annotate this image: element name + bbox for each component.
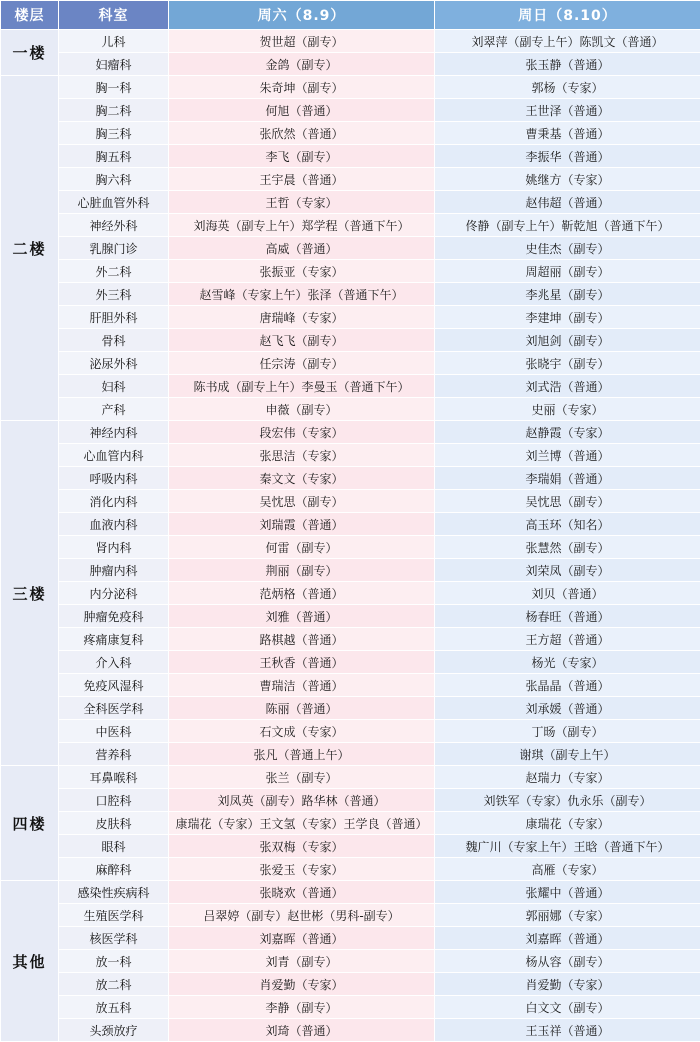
saturday-doctor-cell: 刘琦（普通） <box>169 1019 435 1042</box>
table-row <box>1 513 700 536</box>
table-row <box>1 444 700 467</box>
sunday-doctor-cell: 刘荣凤（副专） <box>435 559 700 582</box>
saturday-doctor-cell: 何雷（副专） <box>169 536 435 559</box>
sunday-doctor-cell: 周超丽（副专） <box>435 260 700 283</box>
sunday-doctor-cell: 史佳杰（副专） <box>435 237 700 260</box>
sunday-doctor-cell: 刘承媛（普通） <box>435 697 700 720</box>
sunday-doctor-cell: 杨从容（副专） <box>435 950 700 973</box>
department-cell: 肾内科 <box>59 536 169 559</box>
department-cell: 放五科 <box>59 996 169 1019</box>
table-row <box>1 973 700 996</box>
table-row <box>1 99 700 122</box>
department-cell: 血液内科 <box>59 513 169 536</box>
saturday-doctor-cell: 赵雪峰（专家上午）张泽（普通下午） <box>169 283 435 306</box>
saturday-doctor-cell: 王宇晨（普通） <box>169 168 435 191</box>
department-cell: 产科 <box>59 398 169 421</box>
sunday-doctor-cell: 杨光（专家） <box>435 651 700 674</box>
table-row <box>1 950 700 973</box>
table-row <box>1 191 700 214</box>
table-row <box>1 260 700 283</box>
department-cell: 妇科 <box>59 375 169 398</box>
saturday-doctor-cell: 刘嘉晖（普通） <box>169 927 435 950</box>
sunday-doctor-cell: 佟静（副专上午）靳乾旭（普通下午） <box>435 214 700 237</box>
table-row <box>1 283 700 306</box>
sunday-doctor-cell: 王玉祥（普通） <box>435 1019 700 1042</box>
sunday-doctor-cell: 史丽（专家） <box>435 398 700 421</box>
department-cell: 消化内科 <box>59 490 169 513</box>
saturday-doctor-cell: 张思洁（专家） <box>169 444 435 467</box>
table-row <box>1 605 700 628</box>
sunday-doctor-cell: 郭杨（专家） <box>435 76 700 99</box>
saturday-doctor-cell: 吕翠婷（副专）赵世彬（男科-副专） <box>169 904 435 927</box>
saturday-doctor-cell: 段宏伟（专家） <box>169 421 435 444</box>
department-cell: 胸三科 <box>59 122 169 145</box>
saturday-doctor-cell: 任宗涛（副专） <box>169 352 435 375</box>
saturday-doctor-cell: 赵飞飞（副专） <box>169 329 435 352</box>
table-row <box>1 375 700 398</box>
table-row <box>1 697 700 720</box>
department-cell: 肝胆外科 <box>59 306 169 329</box>
sunday-doctor-cell: 丁旸（副专） <box>435 720 700 743</box>
sunday-doctor-cell: 刘铁军（专家）仇永乐（副专） <box>435 789 700 812</box>
table-row <box>1 927 700 950</box>
department-cell: 胸一科 <box>59 76 169 99</box>
table-row <box>1 30 700 53</box>
department-cell: 乳腺门诊 <box>59 237 169 260</box>
saturday-doctor-cell: 张兰（副专） <box>169 766 435 789</box>
table-row <box>1 720 700 743</box>
table-row <box>1 306 700 329</box>
saturday-doctor-cell: 陈书成（副专上午）李曼玉（普通下午） <box>169 375 435 398</box>
sunday-doctor-cell: 张晓宇（副专） <box>435 352 700 375</box>
saturday-doctor-cell: 何旭（普通） <box>169 99 435 122</box>
column-header-sunday: 周日（8.10） <box>435 1 700 30</box>
sunday-doctor-cell: 姚继方（专家） <box>435 168 700 191</box>
sunday-doctor-cell: 郭丽娜（专家） <box>435 904 700 927</box>
department-cell: 生殖医学科 <box>59 904 169 927</box>
department-cell: 放一科 <box>59 950 169 973</box>
department-cell: 免疫风湿科 <box>59 674 169 697</box>
saturday-doctor-cell: 张欣然（普通） <box>169 122 435 145</box>
department-cell: 胸二科 <box>59 99 169 122</box>
table-row <box>1 168 700 191</box>
department-cell: 肿瘤内科 <box>59 559 169 582</box>
table-row <box>1 743 700 766</box>
department-cell: 眼科 <box>59 835 169 858</box>
sunday-doctor-cell: 刘贝（普通） <box>435 582 700 605</box>
department-cell: 头颈放疗 <box>59 1019 169 1042</box>
table-row <box>1 490 700 513</box>
table-row <box>1 904 700 927</box>
saturday-doctor-cell: 陈丽（普通） <box>169 697 435 720</box>
table-row <box>1 881 700 904</box>
sunday-doctor-cell: 张耀中（普通） <box>435 881 700 904</box>
table-row <box>1 766 700 789</box>
saturday-doctor-cell: 荆丽（副专） <box>169 559 435 582</box>
department-cell: 麻醉科 <box>59 858 169 881</box>
sunday-doctor-cell: 谢琪（副专上午） <box>435 743 700 766</box>
table-row <box>1 628 700 651</box>
saturday-doctor-cell: 石文成（专家） <box>169 720 435 743</box>
table-header <box>1 1 700 30</box>
saturday-doctor-cell: 唐瑞峰（专家） <box>169 306 435 329</box>
sunday-doctor-cell: 肖爱勤（专家） <box>435 973 700 996</box>
sunday-doctor-cell: 张慧然（副专） <box>435 536 700 559</box>
department-cell: 神经内科 <box>59 421 169 444</box>
department-cell: 介入科 <box>59 651 169 674</box>
sunday-doctor-cell: 李振华（普通） <box>435 145 700 168</box>
sunday-doctor-cell: 赵伟超（普通） <box>435 191 700 214</box>
saturday-doctor-cell: 路棋越（普通） <box>169 628 435 651</box>
department-cell: 肿瘤免疫科 <box>59 605 169 628</box>
saturday-doctor-cell: 申薇（副专） <box>169 398 435 421</box>
table-row <box>1 76 700 99</box>
sunday-doctor-cell: 刘嘉晖（普通） <box>435 927 700 950</box>
saturday-doctor-cell: 刘雅（普通） <box>169 605 435 628</box>
sunday-doctor-cell: 张玉静（普通） <box>435 53 700 76</box>
floor-cell: 一楼 <box>1 30 59 76</box>
saturday-doctor-cell: 范炳格（普通） <box>169 582 435 605</box>
department-cell: 耳鼻喉科 <box>59 766 169 789</box>
sunday-doctor-cell: 李兆星（副专） <box>435 283 700 306</box>
column-header-department: 科室 <box>59 1 169 30</box>
saturday-doctor-cell: 康瑞花（专家）王文氢（专家）王学良（普通） <box>169 812 435 835</box>
table-row <box>1 467 700 490</box>
department-cell: 感染性疾病科 <box>59 881 169 904</box>
saturday-doctor-cell: 高威（普通） <box>169 237 435 260</box>
table-row <box>1 145 700 168</box>
sunday-doctor-cell: 李建坤（副专） <box>435 306 700 329</box>
table-row <box>1 996 700 1019</box>
table-row <box>1 398 700 421</box>
department-cell: 胸五科 <box>59 145 169 168</box>
sunday-doctor-cell: 高雁（专家） <box>435 858 700 881</box>
table-row <box>1 237 700 260</box>
table-row <box>1 1019 700 1042</box>
sunday-doctor-cell: 魏广川（专家上午）王晗（普通下午） <box>435 835 700 858</box>
saturday-doctor-cell: 张凡（普通上午） <box>169 743 435 766</box>
table-row <box>1 214 700 237</box>
table-row <box>1 352 700 375</box>
saturday-doctor-cell: 张晓欢（普通） <box>169 881 435 904</box>
table-body <box>1 30 700 1042</box>
table-row <box>1 812 700 835</box>
saturday-doctor-cell: 李静（副专） <box>169 996 435 1019</box>
department-cell: 营养科 <box>59 743 169 766</box>
saturday-doctor-cell: 吴忱思（副专） <box>169 490 435 513</box>
department-cell: 外二科 <box>59 260 169 283</box>
department-cell: 内分泌科 <box>59 582 169 605</box>
table-row <box>1 651 700 674</box>
floor-cell: 三楼 <box>1 421 59 766</box>
saturday-doctor-cell: 张双梅（专家） <box>169 835 435 858</box>
department-cell: 口腔科 <box>59 789 169 812</box>
table-row <box>1 122 700 145</box>
saturday-doctor-cell: 刘海英（副专上午）郑学程（普通下午） <box>169 214 435 237</box>
department-cell: 心血管内科 <box>59 444 169 467</box>
saturday-doctor-cell: 王秋香（普通） <box>169 651 435 674</box>
department-cell: 核医学科 <box>59 927 169 950</box>
sunday-doctor-cell: 张晶晶（普通） <box>435 674 700 697</box>
table-row <box>1 674 700 697</box>
header-row <box>1 1 700 30</box>
sunday-doctor-cell: 刘翠萍（副专上午）陈凯文（普通） <box>435 30 700 53</box>
saturday-doctor-cell: 刘青（副专） <box>169 950 435 973</box>
table-row <box>1 536 700 559</box>
sunday-doctor-cell: 白文文（副专） <box>435 996 700 1019</box>
saturday-doctor-cell: 李飞（副专） <box>169 145 435 168</box>
department-cell: 泌尿外科 <box>59 352 169 375</box>
department-cell: 皮肤科 <box>59 812 169 835</box>
saturday-doctor-cell: 曹瑞洁（普通） <box>169 674 435 697</box>
department-cell: 胸六科 <box>59 168 169 191</box>
table-row <box>1 329 700 352</box>
table-row <box>1 835 700 858</box>
saturday-doctor-cell: 金鸽（副专） <box>169 53 435 76</box>
department-cell: 全科医学科 <box>59 697 169 720</box>
department-cell: 妇瘤科 <box>59 53 169 76</box>
saturday-doctor-cell: 秦文文（专家） <box>169 467 435 490</box>
department-cell: 神经外科 <box>59 214 169 237</box>
saturday-doctor-cell: 朱奇坤（副专） <box>169 76 435 99</box>
sunday-doctor-cell: 王世泽（普通） <box>435 99 700 122</box>
sunday-doctor-cell: 吴忱思（副专） <box>435 490 700 513</box>
table-row <box>1 582 700 605</box>
sunday-doctor-cell: 刘兰博（普通） <box>435 444 700 467</box>
department-cell: 儿科 <box>59 30 169 53</box>
sunday-doctor-cell: 曹秉基（普通） <box>435 122 700 145</box>
sunday-doctor-cell: 赵静霞（专家） <box>435 421 700 444</box>
department-cell: 呼吸内科 <box>59 467 169 490</box>
sunday-doctor-cell: 刘旭剑（副专） <box>435 329 700 352</box>
sunday-doctor-cell: 杨春旺（普通） <box>435 605 700 628</box>
saturday-doctor-cell: 张振亚（专家） <box>169 260 435 283</box>
sunday-doctor-cell: 赵瑞力（专家） <box>435 766 700 789</box>
department-cell: 放二科 <box>59 973 169 996</box>
saturday-doctor-cell: 刘瑞霞（普通） <box>169 513 435 536</box>
table-row <box>1 858 700 881</box>
table-row <box>1 789 700 812</box>
department-cell: 疼痛康复科 <box>59 628 169 651</box>
floor-cell: 其他 <box>1 881 59 1042</box>
department-cell: 骨科 <box>59 329 169 352</box>
department-cell: 心脏血管外科 <box>59 191 169 214</box>
saturday-doctor-cell: 贺世超（副专） <box>169 30 435 53</box>
department-cell: 中医科 <box>59 720 169 743</box>
column-header-floor: 楼层 <box>1 1 59 30</box>
sunday-doctor-cell: 李瑞娟（普通） <box>435 467 700 490</box>
saturday-doctor-cell: 王哲（专家） <box>169 191 435 214</box>
department-cell: 外三科 <box>59 283 169 306</box>
sunday-doctor-cell: 康瑞花（专家） <box>435 812 700 835</box>
sunday-doctor-cell: 王方超（普通） <box>435 628 700 651</box>
table-row <box>1 559 700 582</box>
sunday-doctor-cell: 高玉环（知名） <box>435 513 700 536</box>
sunday-doctor-cell: 刘式浩（普通） <box>435 375 700 398</box>
saturday-doctor-cell: 肖爱勤（专家） <box>169 973 435 996</box>
floor-cell: 四楼 <box>1 766 59 881</box>
saturday-doctor-cell: 刘凤英（副专）路华林（普通） <box>169 789 435 812</box>
saturday-doctor-cell: 张爱玉（专家） <box>169 858 435 881</box>
column-header-saturday: 周六（8.9） <box>169 1 435 30</box>
table-row <box>1 53 700 76</box>
table-row <box>1 421 700 444</box>
floor-cell: 二楼 <box>1 76 59 421</box>
